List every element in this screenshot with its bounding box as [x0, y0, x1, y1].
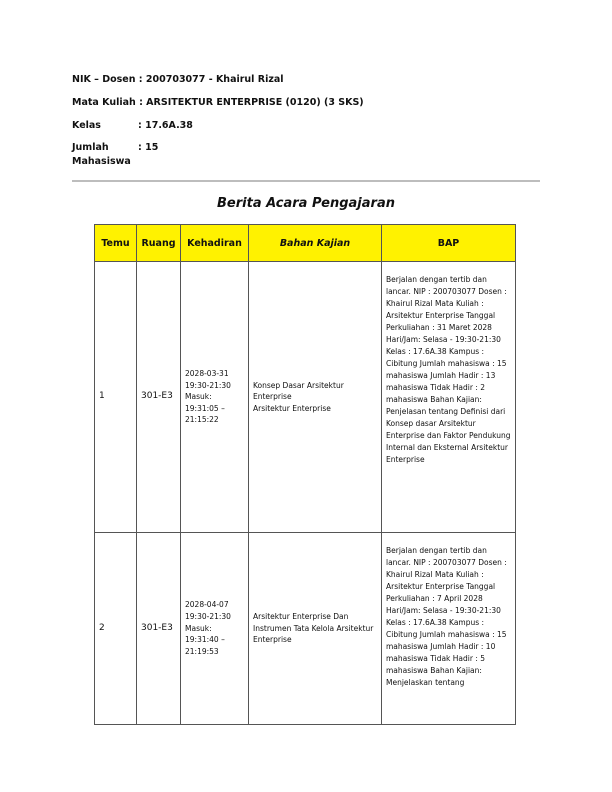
- jumlah-value: : 15: [138, 142, 159, 153]
- kelas-label: Kelas: [72, 120, 101, 131]
- table-row: [95, 262, 516, 533]
- table-row: [95, 533, 516, 725]
- bahan-kajian-cell: Konsep Dasar Arsitektur Enterprise Arsitektur Enterprise: [249, 262, 382, 533]
- col-header-kehadiran: Kehadiran: [181, 225, 249, 262]
- temu-cell: 2: [95, 533, 137, 725]
- col-header-ruang: Ruang: [137, 225, 181, 262]
- col-header-bap: BAP: [382, 225, 516, 262]
- header-divider: [72, 180, 540, 182]
- bap-cell: Berjalan dengan tertib dan lancar. NIP : 200703077 Dosen : Khairul Rizal Mata Kuliah : Arsitektur Enterprise Tanggal Perkuliahan : 7 April 2028 Hari/Jam: Selasa - 19:30-21:30 Kelas : 17.6A.38 Kampus : Cibitung Jumlah mahasiswa : 15 mahasiswa Jumlah Hadir : 10 mahasiswa Tidak Hadir : 5 mahasiswa Bahan Kajian: Menjelaskan tentang: [382, 533, 516, 725]
- temu-cell: 1: [95, 262, 137, 533]
- kelas-row: [72, 120, 193, 131]
- kelas-value: : 17.6A.38: [138, 120, 193, 131]
- table-header-row: [95, 225, 516, 262]
- ruang-cell: 301-E3: [137, 533, 181, 725]
- nik-dosen-line: NIK – Dosen : 200703077 - Khairul Rizal: [72, 74, 284, 85]
- bap-table: [94, 224, 516, 725]
- mata-kuliah-line: Mata Kuliah : ARSITEKTUR ENTERPRISE (0120) (3 SKS): [72, 97, 364, 108]
- jumlah-row: [72, 142, 159, 153]
- kehadiran-cell: 2028-04-07 19:30-21:30 Masuk: 19:31:40 – 21:19:53: [181, 533, 249, 725]
- jumlah-label: Jumlah: [72, 142, 109, 153]
- bahan-kajian-cell: Arsitektur Enterprise Dan Instrumen Tata Kelola Arsitektur Enterprise: [249, 533, 382, 725]
- ruang-cell: 301-E3: [137, 262, 181, 533]
- kehadiran-cell: 2028-03-31 19:30-21:30 Masuk: 19:31:05 – 21:15:22: [181, 262, 249, 533]
- col-header-temu: Temu: [95, 225, 137, 262]
- col-header-bahan-kajian: Bahan Kajian: [249, 225, 382, 262]
- mahasiswa-label: Mahasiswa: [72, 156, 131, 167]
- bap-cell: Berjalan dengan tertib dan lancar. NIP : 200703077 Dosen : Khairul Rizal Mata Kuliah : Arsitektur Enterprise Tanggal Perkuliahan : 31 Maret 2028 Hari/Jam: Selasa - 19:30-21:30 Kelas : 17.6A.38 Kampus : Cibitung Jumlah mahasiswa : 15 mahasiswa Jumlah Hadir : 13 mahasiswa Tidak Hadir : 2 mahasiswa Bahan Kajian: Penjelasan tentang Definisi dari Konsep dasar Arsitektur Enterprise dan Faktor Pendukung Internal dan Eksternal Arsitektur Enterprise: [382, 262, 516, 533]
- page-title: Berita Acara Pengajaran: [217, 196, 395, 211]
